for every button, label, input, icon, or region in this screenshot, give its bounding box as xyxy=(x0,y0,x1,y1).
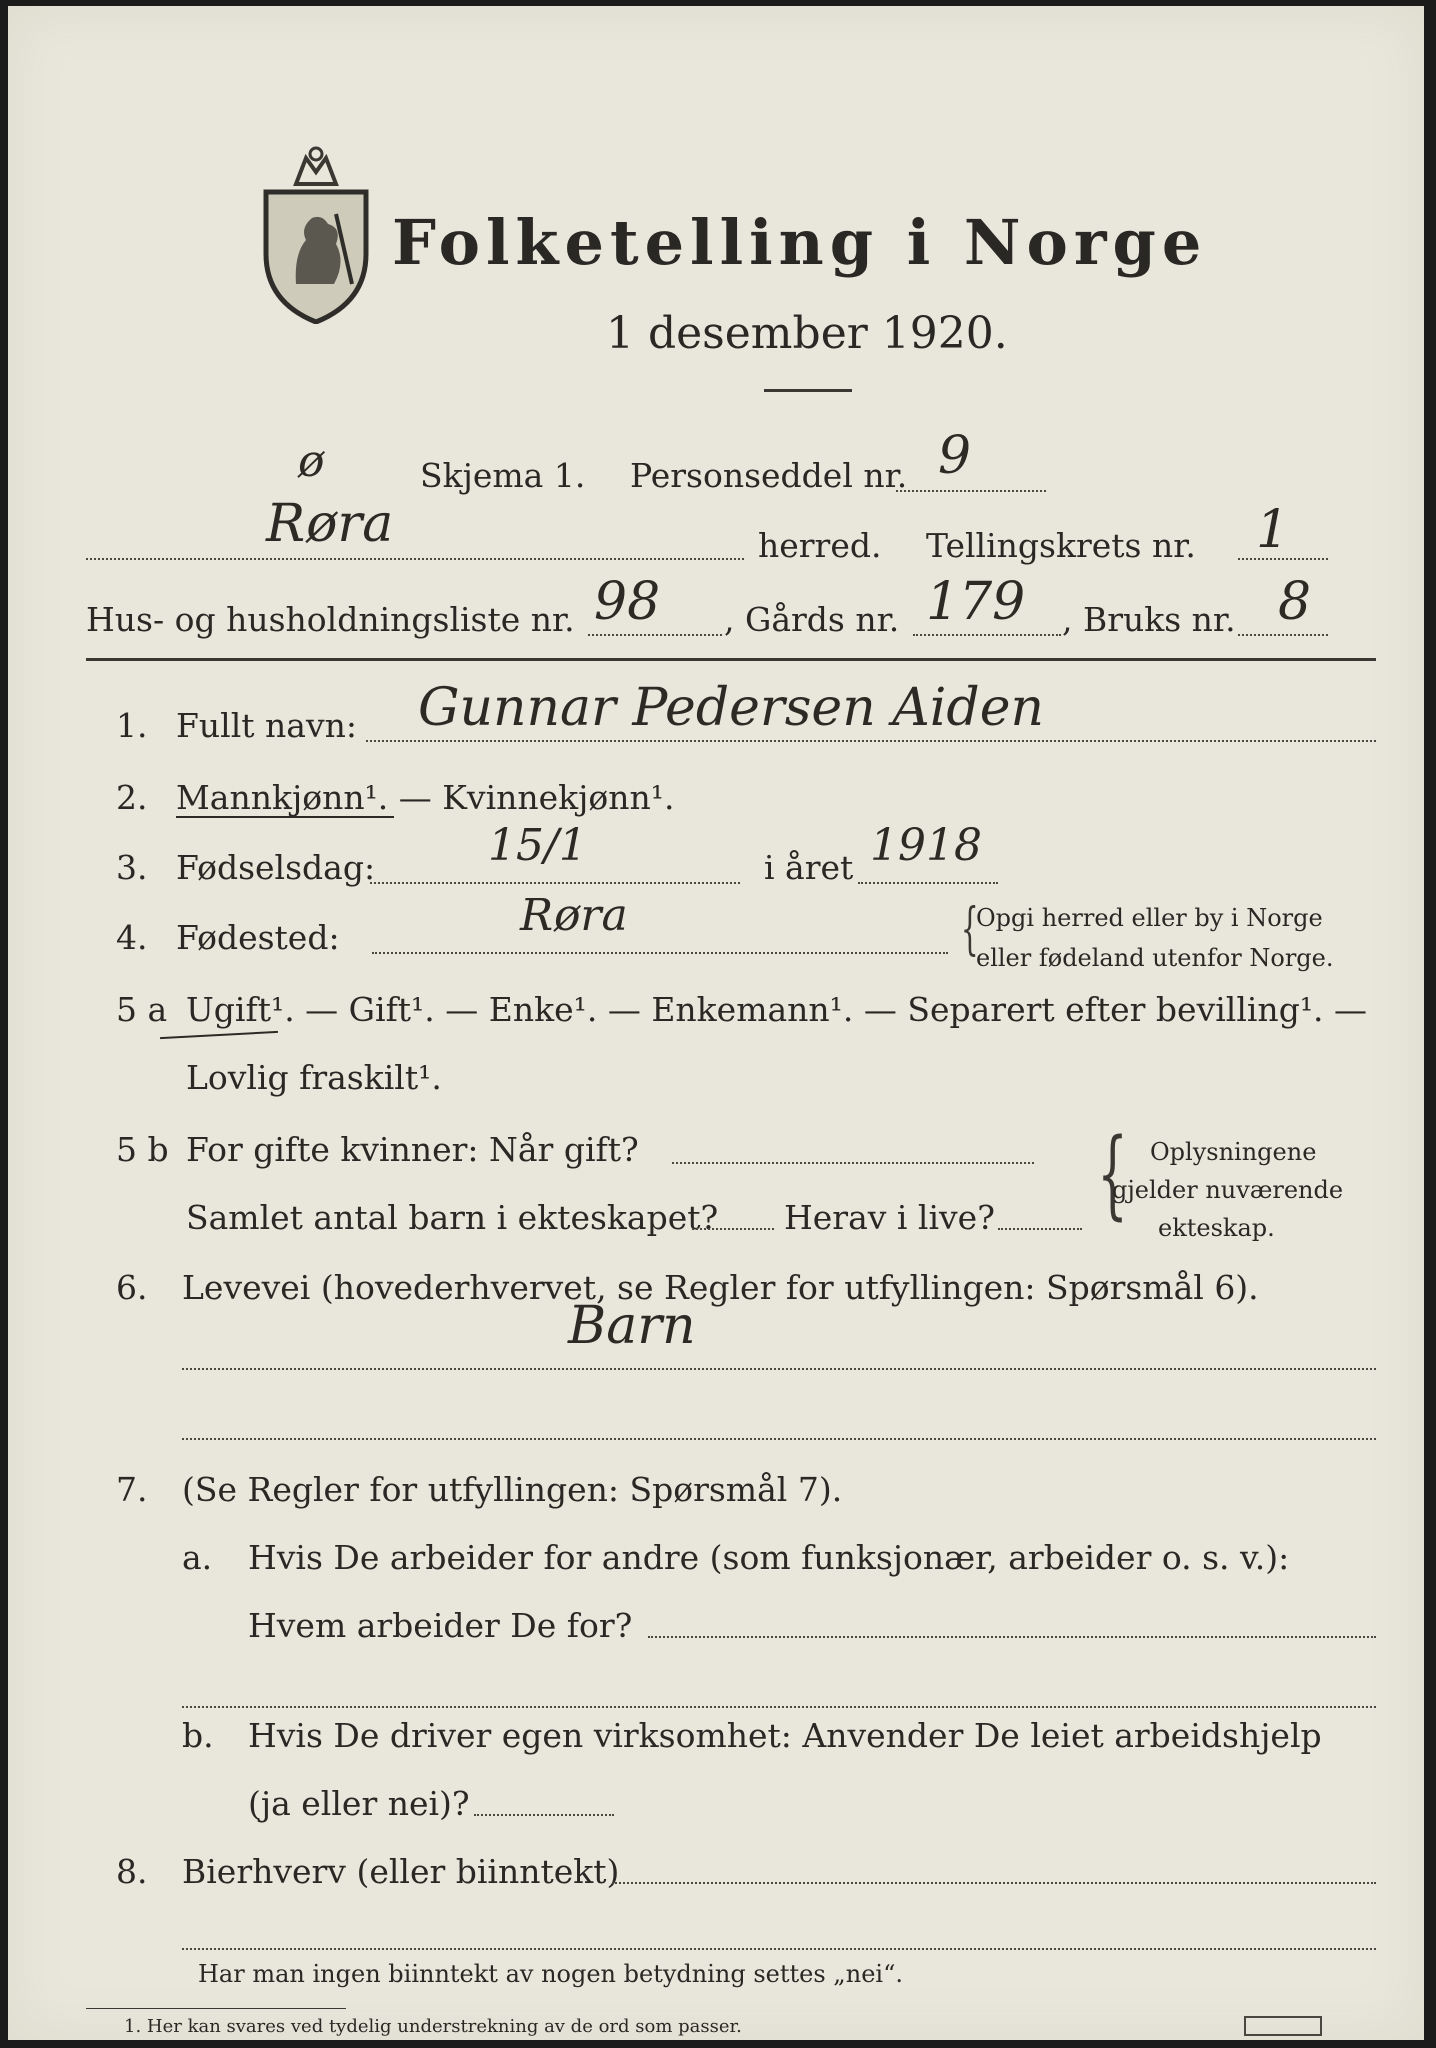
birthdate-value[interactable]: 15/1 xyxy=(488,820,587,871)
q5b-alive-label: Herav i live? xyxy=(784,1198,995,1237)
norwegian-coat-of-arms-icon xyxy=(256,144,376,324)
tellingskrets-label: Tellingskrets nr. xyxy=(926,526,1196,565)
q3-label: Fødselsdag: xyxy=(176,848,376,887)
census-form-page xyxy=(8,6,1424,2040)
q4-note-brace: { xyxy=(960,897,979,962)
header-separator xyxy=(86,658,1376,661)
form-title: Folketelling i Norge xyxy=(392,206,1208,279)
gards-label: , Gårds nr. xyxy=(724,600,900,639)
footer-note: Har man ingen biinntekt av nogen betydning settes „nei“. xyxy=(198,1960,903,1988)
husholdning-label: Hus- og husholdningsliste nr. xyxy=(86,600,575,639)
q7-number: 7. xyxy=(116,1470,148,1509)
bruks-label: , Bruks nr. xyxy=(1062,600,1236,639)
hired-help-dotted-line xyxy=(474,1814,614,1816)
q5a-number: 5 a xyxy=(116,990,168,1029)
footnote: 1. Her kan svares ved tydelig understrekning av de ord som passer. xyxy=(124,2016,742,2037)
mannkjonn-underline xyxy=(176,816,394,818)
q4-number: 4. xyxy=(116,918,148,957)
q6-number: 6. xyxy=(116,1268,148,1307)
birth-year-value[interactable]: 1918 xyxy=(870,820,982,871)
q3-dotted-line xyxy=(370,882,740,884)
herred-name[interactable]: Røra xyxy=(266,494,394,554)
q4-note-line1: Opgi herred eller by i Norge xyxy=(976,904,1323,932)
year-label: i året xyxy=(764,848,854,887)
gards-dotted-line xyxy=(913,634,1061,636)
employer-dotted-line xyxy=(648,1636,1376,1638)
personseddel-number[interactable]: 9 xyxy=(938,426,972,486)
q5b-number: 5 b xyxy=(116,1130,169,1169)
q7a-employer-label: Hvem arbeider De for? xyxy=(248,1606,633,1645)
q5b-children-label: Samlet antal barn i ekteskapet? xyxy=(186,1198,719,1237)
skjema-label: Skjema 1. xyxy=(420,456,586,495)
ugift-underline xyxy=(160,1031,278,1039)
q4-label: Fødested: xyxy=(176,918,340,957)
tellingskrets-number[interactable]: 1 xyxy=(1256,500,1290,560)
q5b-note1: Oplysningene xyxy=(1150,1138,1317,1166)
gards-number[interactable]: 179 xyxy=(926,572,1026,632)
title-divider xyxy=(764,389,852,392)
q5a-marital-options[interactable]: Ugift¹. — Gift¹. — Enke¹. — Enkemann¹. — Separert efter bevilling¹. — xyxy=(186,990,1368,1029)
q2-number: 2. xyxy=(116,778,148,817)
q5b-line1: For gifte kvinner: Når gift? xyxy=(186,1130,639,1169)
husholdning-number[interactable]: 98 xyxy=(594,572,661,632)
q7-label: (Se Regler for utfyllingen: Spørsmål 7). xyxy=(182,1470,843,1509)
birthplace-value[interactable]: Røra xyxy=(520,890,628,941)
personseddel-label: Personseddel nr. xyxy=(630,456,908,495)
q5b-note-brace: { xyxy=(1097,1118,1128,1230)
herred-dotted-line xyxy=(86,558,744,560)
q5b-note3: ekteskap. xyxy=(1158,1214,1275,1242)
side-income-dotted-line-2 xyxy=(182,1948,1376,1950)
q7a-text: Hvis De arbeider for andre (som funksjonær, arbeider o. s. v.): xyxy=(248,1538,1290,1577)
footnote-rule xyxy=(86,2008,346,2009)
q7b-text2: (ja eller nei)? xyxy=(248,1784,470,1823)
personseddel-dotted-line xyxy=(896,490,1046,492)
side-income-dotted-line xyxy=(612,1882,1376,1884)
printer-mark-icon xyxy=(1244,2016,1322,2036)
q1-label: Fullt navn: xyxy=(176,706,357,745)
married-when-dotted-line xyxy=(672,1162,1034,1164)
q4-note-line2: eller fødeland utenfor Norge. xyxy=(976,944,1334,972)
q7a-label: a. xyxy=(182,1538,213,1577)
herred-label: herred. xyxy=(758,526,882,565)
q3-number: 3. xyxy=(116,848,148,887)
occupation-value[interactable]: Barn xyxy=(568,1296,696,1356)
q8-number: 8. xyxy=(116,1852,148,1891)
full-name-value[interactable]: Gunnar Pedersen Aiden xyxy=(418,678,1044,738)
husholdning-dotted-line xyxy=(588,634,722,636)
census-date: 1 desember 1920. xyxy=(606,308,1008,359)
q5a-marital-options-cont[interactable]: Lovlig fraskilt¹. xyxy=(186,1058,442,1097)
q6-label: Levevei (hovederhvervet, se Regler for utfyllingen: Spørsmål 6). xyxy=(182,1268,1259,1307)
employer-dotted-line-2 xyxy=(182,1706,1376,1708)
bruks-dotted-line xyxy=(1238,634,1328,636)
children-dotted-line xyxy=(692,1228,774,1230)
herred-correction-handwriting: ø xyxy=(298,436,325,487)
year-dotted-line xyxy=(858,882,998,884)
q7b-text: Hvis De driver egen virksomhet: Anvender De leiet arbeidshjelp xyxy=(248,1716,1322,1755)
q1-dotted-line xyxy=(366,740,1376,742)
occupation-dotted-line-1 xyxy=(182,1368,1376,1370)
q4-dotted-line xyxy=(372,952,948,954)
bruks-number[interactable]: 8 xyxy=(1278,572,1312,632)
q8-label: Bierhverv (eller biinntekt) xyxy=(182,1852,620,1891)
alive-dotted-line xyxy=(998,1228,1082,1230)
q2-sex-options[interactable]: Mannkjønn¹. — Kvinnekjønn¹. xyxy=(176,778,675,817)
q5b-note2: gjelder nuværende xyxy=(1112,1176,1344,1204)
q1-number: 1. xyxy=(116,706,148,745)
q7b-label: b. xyxy=(182,1716,214,1755)
occupation-dotted-line-2 xyxy=(182,1438,1376,1440)
